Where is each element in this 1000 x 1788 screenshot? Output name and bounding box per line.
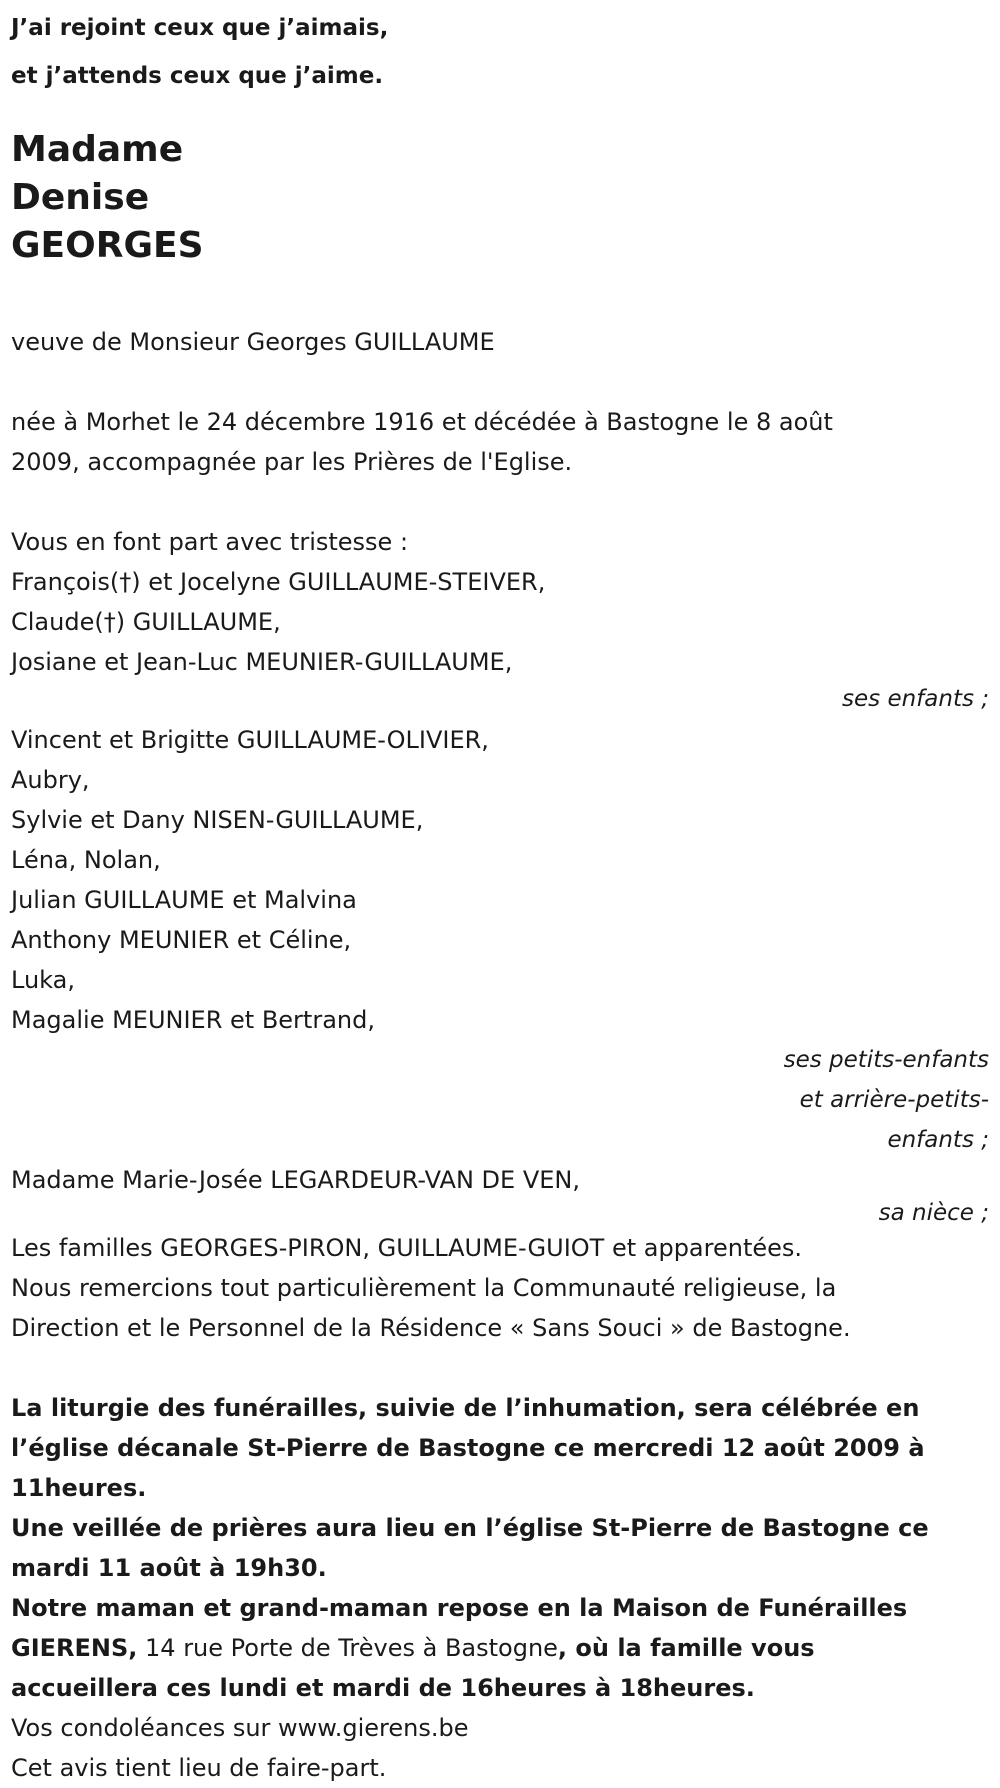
niece-line: Madame Marie-Josée LEGARDEUR-VAN DE VEN, xyxy=(11,1166,580,1194)
announce-intro: Vous en font part avec tristesse : xyxy=(11,528,409,556)
list-item: Léna, Nolan, xyxy=(11,846,161,874)
deceased-last-name: GEORGES xyxy=(11,225,204,266)
widow-line: veuve de Monsieur Georges GUILLAUME xyxy=(11,328,495,356)
thanks-paragraph xyxy=(11,1268,991,1348)
funeral-home-name: GIERENS, xyxy=(11,1634,138,1662)
epigraph-line-1: J’ai rejoint ceux que j’aimais, xyxy=(11,15,389,41)
funeral-line-2: l’église décanale St-Pierre de Bastogne ce mercredi 12 août 2009 à xyxy=(11,1434,925,1462)
grandchildren-label xyxy=(11,1040,989,1160)
funeral-line-3: 11heures. xyxy=(11,1474,147,1502)
list-item: Sylvie et Dany NISEN-GUILLAUME, xyxy=(11,806,424,834)
vigil-paragraph xyxy=(11,1508,991,1588)
list-item: François(†) et Jocelyne GUILLAUME-STEIVER, xyxy=(11,568,546,596)
list-item: Magalie MEUNIER et Bertrand, xyxy=(11,1006,375,1034)
birth-death-line-1: née à Morhet le 24 décembre 1916 et décédée à Bastogne le 8 août xyxy=(11,408,833,436)
list-item: Luka, xyxy=(11,966,75,994)
rest-paragraph xyxy=(11,1588,991,1708)
rest-line-3: accueillera ces lundi et mardi de 16heures à 18heures. xyxy=(11,1674,755,1702)
condolences-line: Vos condoléances sur www.gierens.be xyxy=(11,1714,469,1742)
vigil-line-2: mardi 11 août à 19h30. xyxy=(11,1554,327,1582)
grandchildren-label-line-3: enfants ; xyxy=(887,1127,989,1153)
list-item: Aubry, xyxy=(11,766,90,794)
children-list xyxy=(11,562,991,682)
families-line: Les familles GEORGES-PIRON, GUILLAUME-GUIOT et apparentées. xyxy=(11,1234,803,1262)
grandchildren-label-line-1: ses petits-enfants xyxy=(783,1047,989,1073)
birth-death-paragraph xyxy=(11,402,991,482)
list-item: Josiane et Jean-Luc MEUNIER-GUILLAUME, xyxy=(11,648,513,676)
list-item: Claude(†) GUILLAUME, xyxy=(11,608,281,636)
obituary-content xyxy=(11,4,991,1788)
thanks-line-1: Nous remercions tout particulièrement la Communauté religieuse, la xyxy=(11,1274,837,1302)
funeral-line-1: La liturgie des funérailles, suivie de l’inhumation, sera célébrée en xyxy=(11,1394,920,1422)
deceased-title: Madame xyxy=(11,129,184,170)
epigraph xyxy=(11,4,991,100)
vigil-line-1: Une veillée de prières aura lieu en l’église St-Pierre de Bastogne ce xyxy=(11,1514,929,1542)
rest-line-1: Notre maman et grand-maman repose en la Maison de Funérailles xyxy=(11,1594,908,1622)
funeral-home-address: 14 rue Porte de Trèves à Bastogne xyxy=(137,1634,558,1662)
list-item: Vincent et Brigitte GUILLAUME-OLIVIER, xyxy=(11,726,489,754)
niece-label: sa nièce ; xyxy=(878,1200,989,1226)
closing-line: Cet avis tient lieu de faire-part. xyxy=(11,1754,387,1782)
epigraph-line-2: et j’attends ceux que j’aime. xyxy=(11,63,384,89)
thanks-line-2: Direction et le Personnel de la Résidence « Sans Souci » de Bastogne. xyxy=(11,1314,851,1342)
list-item: Julian GUILLAUME et Malvina xyxy=(11,886,357,914)
deceased-first-name: Denise xyxy=(11,177,150,218)
grandchildren-label-line-2: et arrière-petits- xyxy=(799,1087,989,1113)
grandchildren-list xyxy=(11,720,991,1040)
deceased-name xyxy=(11,126,991,270)
birth-death-line-2: 2009, accompagnée par les Prières de l'Eglise. xyxy=(11,448,573,476)
rest-line-2-end: , où la famille vous xyxy=(557,1634,815,1662)
rest-line-2 xyxy=(11,1628,991,1668)
funeral-paragraph xyxy=(11,1388,991,1508)
children-label: ses enfants ; xyxy=(842,686,989,712)
list-item: Anthony MEUNIER et Céline, xyxy=(11,926,352,954)
